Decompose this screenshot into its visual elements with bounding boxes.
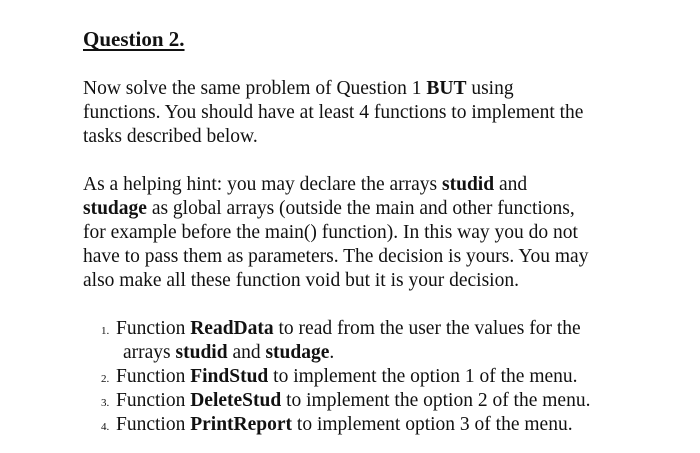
function-name: DeleteStud xyxy=(190,390,282,411)
text-run: and xyxy=(227,342,266,363)
paragraph-line xyxy=(83,245,588,269)
list-number: 1. xyxy=(101,325,110,337)
function-name: ReadData xyxy=(190,318,274,339)
list-item xyxy=(0,317,700,341)
bold-text: studid xyxy=(442,174,495,195)
text-run: have to pass them as parameters. The decision is yours. You may xyxy=(83,246,589,267)
list-item-text xyxy=(116,365,578,389)
paragraph-intro xyxy=(83,77,583,149)
text-run: tasks described below. xyxy=(83,126,258,147)
question-title: Question 2. xyxy=(83,27,185,51)
text-run: functions. You should have at least 4 functions to implement the xyxy=(83,102,584,123)
function-list xyxy=(0,317,700,437)
list-item xyxy=(0,389,700,413)
text-run: As a helping hint: you may declare the arrays xyxy=(83,174,443,195)
paragraph-line xyxy=(83,269,588,293)
list-item-continuation xyxy=(0,341,700,365)
paragraph-line xyxy=(83,173,588,197)
text-run: to implement the option 1 of the menu. xyxy=(268,366,578,387)
text-run: for example before the main() function). In this way you do not xyxy=(83,222,578,243)
text-run: to read from the user the values for the xyxy=(273,318,581,339)
bold-text: BUT xyxy=(426,78,467,99)
paragraph-hint xyxy=(83,173,588,293)
paragraph-line xyxy=(83,221,588,245)
text-run: . xyxy=(329,342,335,363)
list-number: 4. xyxy=(101,421,110,433)
text-run: Function xyxy=(116,366,191,387)
bold-text: studage xyxy=(265,342,330,363)
paragraph-line xyxy=(83,77,583,101)
text-run: also make all these function void but it is your decision. xyxy=(83,270,519,291)
text-run: to implement option 3 of the menu. xyxy=(292,414,573,435)
paragraph-line xyxy=(83,125,583,149)
list-item xyxy=(0,365,700,389)
text-run: using xyxy=(466,78,514,99)
text-run: Function xyxy=(116,414,191,435)
list-item-text xyxy=(116,413,573,437)
list-number: 3. xyxy=(101,397,110,409)
text-run: Function xyxy=(116,318,191,339)
paragraph-line xyxy=(83,101,583,125)
text-run: as global arrays (outside the main and other functions, xyxy=(146,198,575,219)
list-number: 2. xyxy=(101,373,110,385)
paragraph-line xyxy=(83,197,588,221)
function-name: FindStud xyxy=(190,366,269,387)
list-item xyxy=(0,413,700,437)
text-run: and xyxy=(494,174,528,195)
function-name: PrintReport xyxy=(190,414,293,435)
text-run: Function xyxy=(116,390,191,411)
bold-text: studid xyxy=(175,342,228,363)
bold-text: studage xyxy=(83,198,147,219)
text-run: arrays xyxy=(123,342,176,363)
list-item-text xyxy=(123,341,334,365)
list-item-text xyxy=(116,317,581,341)
list-item-text xyxy=(116,389,590,413)
text-run: to implement the option 2 of the menu. xyxy=(281,390,591,411)
text-run: Now solve the same problem of Question 1 xyxy=(83,78,427,99)
